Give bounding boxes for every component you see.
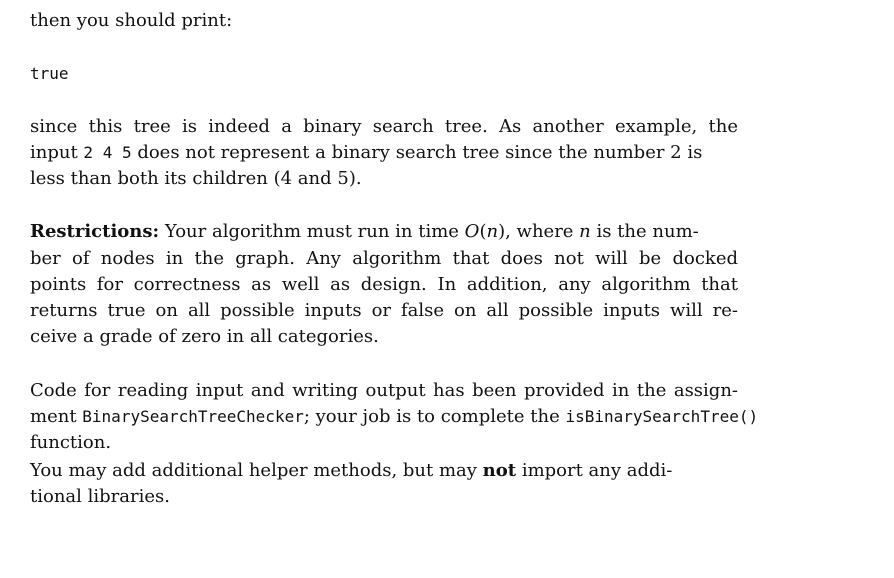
math-paren-close: ) [498,221,506,242]
restrictions-line2 [30,246,738,272]
math-paren-open: ( [479,221,487,242]
restrictions-line5: ceive a grade of zero in all categories. [30,326,379,347]
paragraph1-line3: less than both its children (4 and 5). [30,168,362,189]
restrictions-line3-text: points for correctness as well as design. In addition, any algorithm that [30,274,738,295]
restrictions-line4 [30,298,738,324]
restrictions-line1-pre: Your algorithm must run in time [159,221,465,242]
math-big-o: O [464,221,480,242]
emphasis-not: not [482,460,517,481]
code-paragraph-line3: function. [30,432,112,453]
code-paragraph-line4-post: import any addi- [516,460,673,481]
intro-text: then you should print: [30,10,233,31]
paragraph1-line1 [30,114,738,140]
code-paragraph-line2-pre: ment [30,406,83,427]
function-name-code: isBinarySearchTree() [565,407,759,426]
code-paragraph-line5: tional libraries. [30,486,170,507]
restrictions-line4-text: returns true on all possible inputs or false on all possible inputs will re- [30,300,738,321]
code-paragraph-line4-pre: You may add additional helper methods, but may [30,460,483,481]
code-paragraph-line1-text: Code for reading input and writing output has been provided in the assign- [30,380,738,401]
paragraph1-line1-text: since this tree is indeed a binary search tree. As another example, the [30,116,738,137]
paragraph1-line2 [30,140,702,166]
restrictions-line1-mid: , where [505,221,580,242]
code-paragraph-line2 [30,404,758,430]
output-example-code: true [30,64,69,83]
paragraph1-line2-post: does not represent a binary search tree since the number 2 is [131,142,703,163]
restrictions-heading: Restrictions: [30,221,160,242]
code-paragraph-line1 [30,378,738,404]
restrictions-line3 [30,272,738,298]
class-name-code: BinarySearchTreeChecker [82,407,304,426]
math-n-2: n [579,221,591,242]
code-paragraph-line4 [30,458,672,484]
code-paragraph-line2-mid: ; your job is to complete the [303,406,566,427]
restrictions-line1-post: is the num- [590,221,699,242]
paragraph1-line2-pre: input [30,142,84,163]
restrictions-line1 [30,219,699,245]
math-n: n [486,221,499,242]
inline-code-input: 2 4 5 [83,143,132,162]
restrictions-line2-text: ber of nodes in the graph. Any algorithm that does not will be docked [30,248,738,269]
